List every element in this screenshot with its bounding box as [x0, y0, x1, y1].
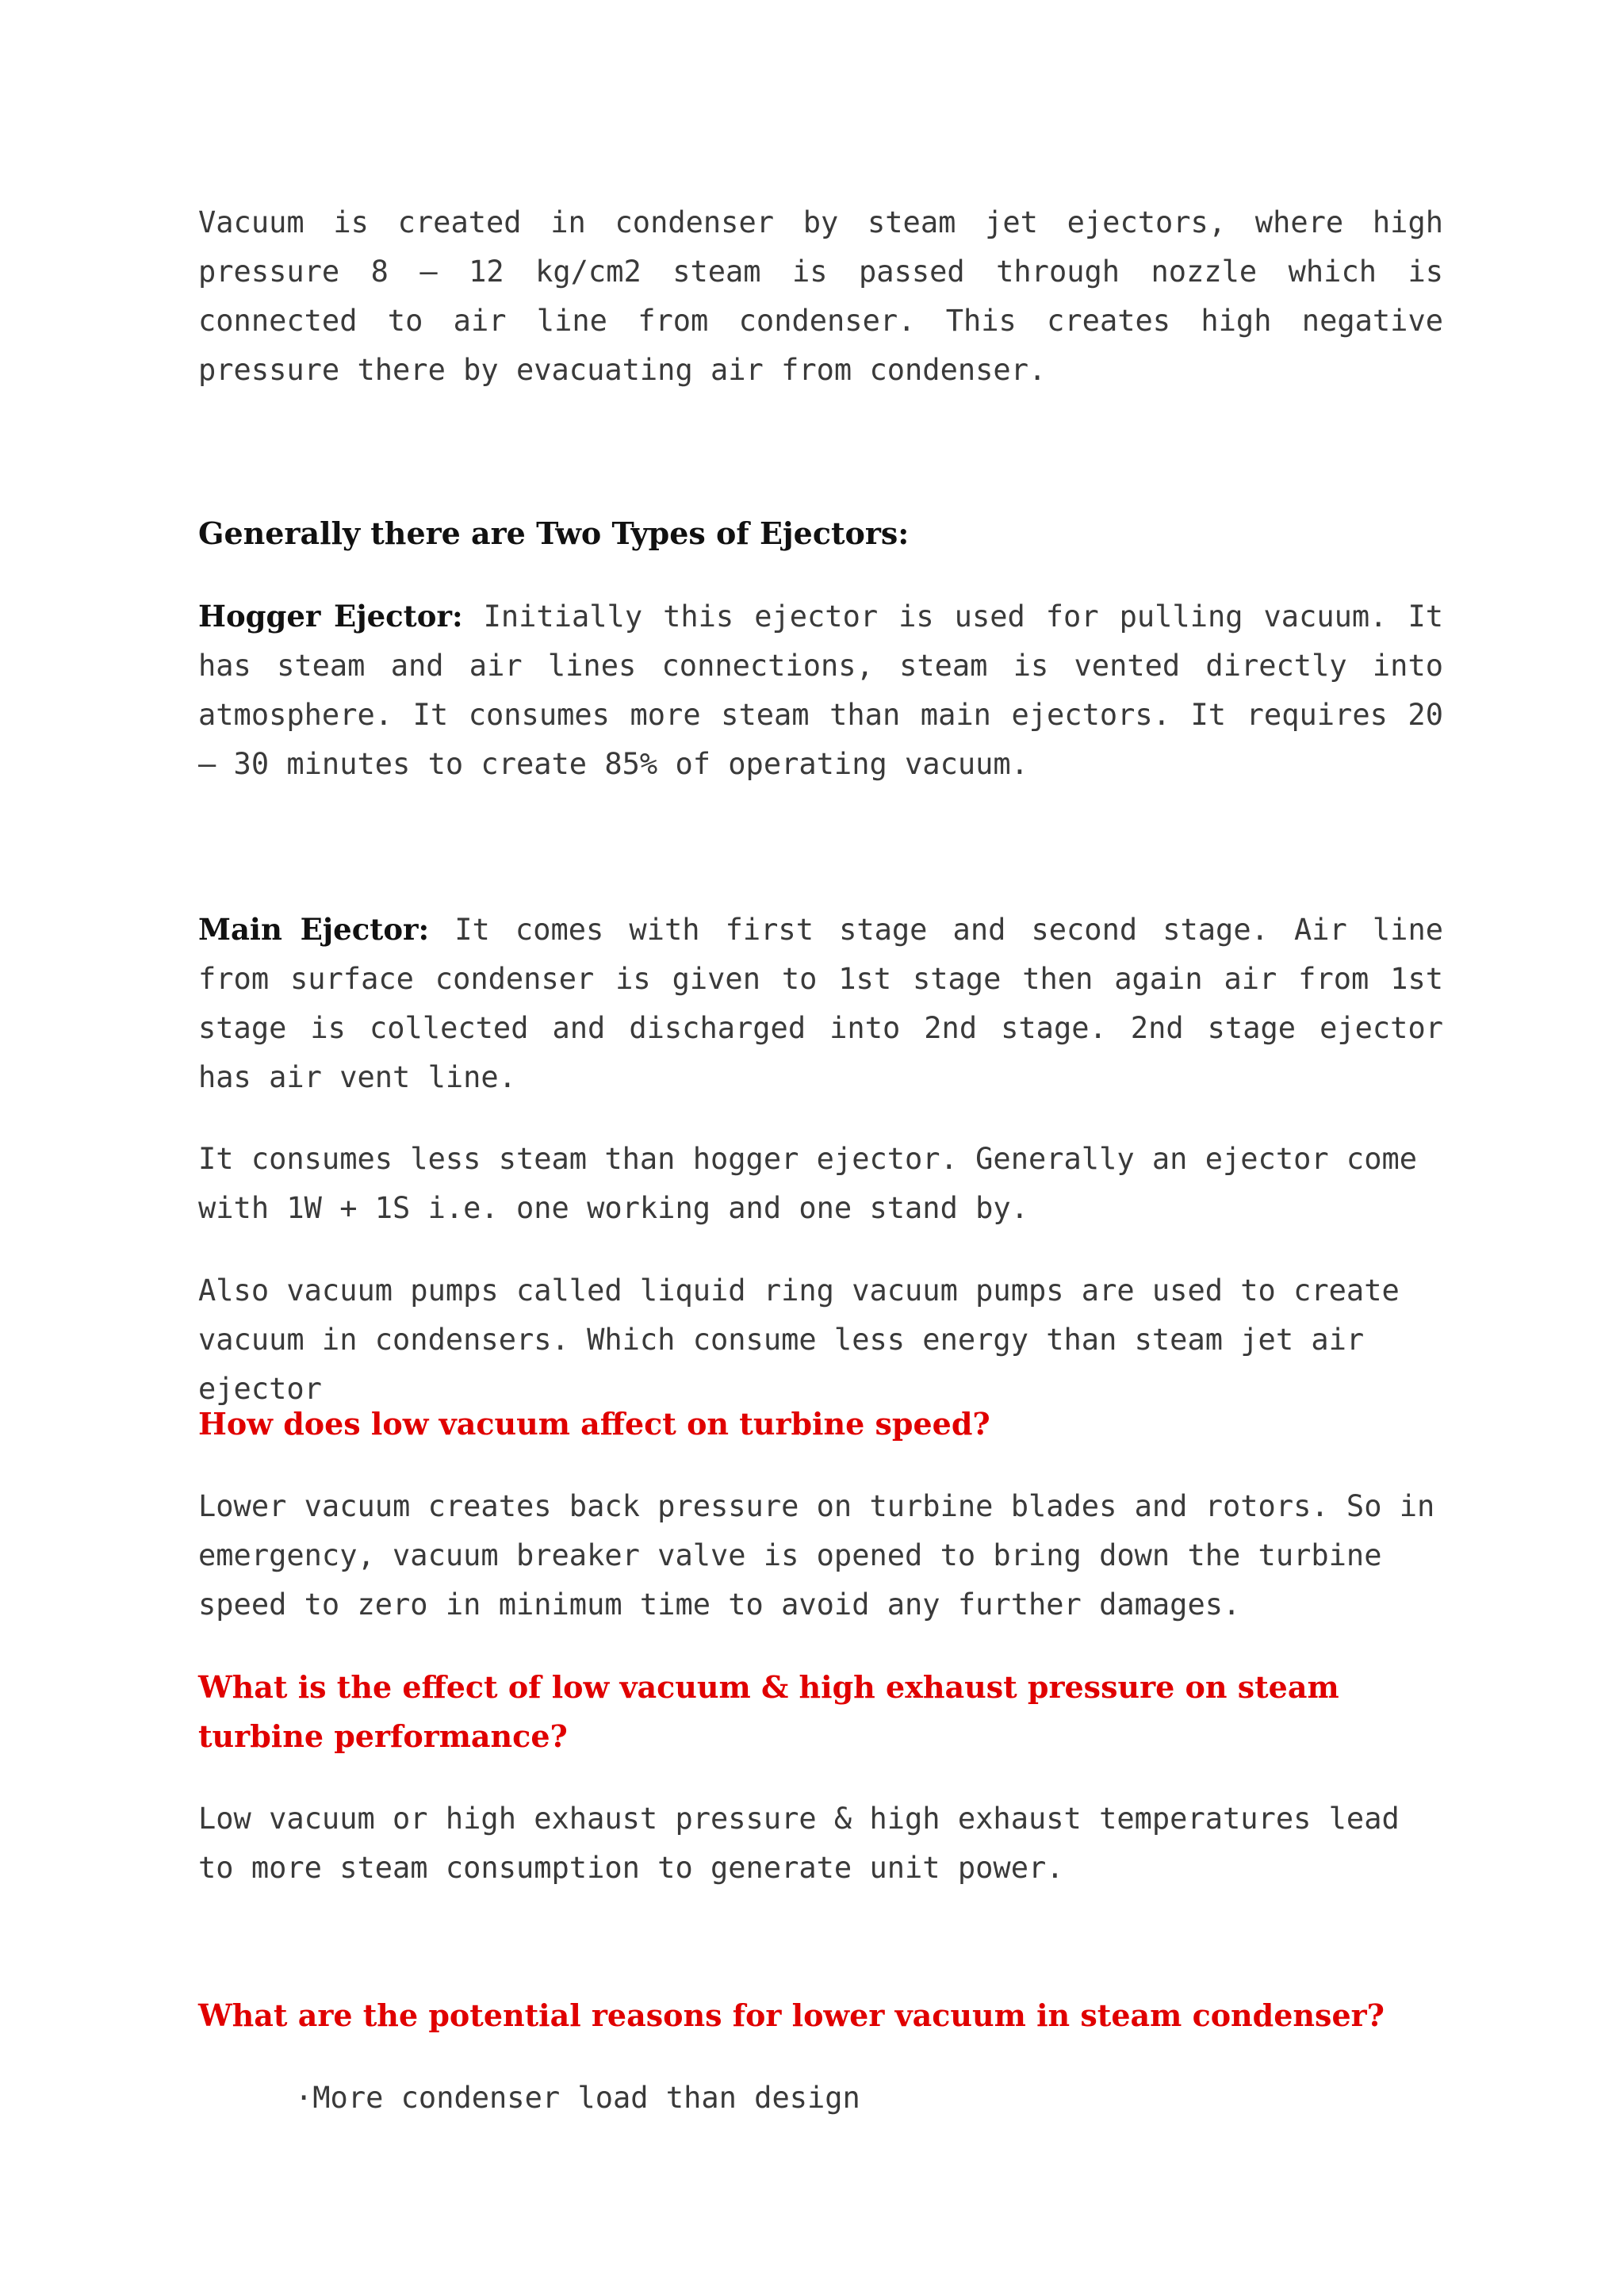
question-lower-vacuum-reasons: What are the potential reasons for lower vacuum in steam condenser?: [198, 1997, 1385, 2033]
main-ejector-text: It comes with first stage and second stage. Air line from surface condenser is given to 1st stage then again air from 1st stage is collected and discharged into 2nd stage. 2nd stage ejector has air vent line.: [198, 913, 1443, 1094]
main-ejector-paragraph: [198, 905, 1443, 1102]
question-turbine-speed: How does low vacuum affect on turbine speed?: [198, 1406, 990, 1442]
ejector-types-heading: Generally there are Two Types of Ejectors:: [198, 515, 910, 551]
consumption-paragraph: It consumes less steam than hogger ejector. Generally an ejector come with 1W + 1S i.e. one working and one stand by.: [198, 1142, 1418, 1225]
hogger-ejector-text: Initially this ejector is used for pulling vacuum. It has steam and air lines connections, steam is vented directly into atmosphere. It consumes more steam than main ejectors. It requires 20 – 30 minutes to create 85% of operating vacuum.: [198, 599, 1444, 781]
answer-turbine-performance: Low vacuum or high exhaust pressure & high exhaust temperatures lead to more steam consumption to generate unit power.: [198, 1802, 1400, 1885]
vacuum-pumps-paragraph: Also vacuum pumps called liquid ring vacuum pumps are used to create vacuum in condensers. Which consume less energy than steam jet air ejector: [198, 1273, 1400, 1406]
hogger-ejector-label: Hogger Ejector:: [198, 599, 463, 634]
question-turbine-performance: What is the effect of low vacuum & high exhaust pressure on steam turbine performance?: [198, 1669, 1339, 1754]
bullet-item: ·More condenser load than design: [295, 2081, 860, 2115]
hogger-ejector-paragraph: [198, 592, 1443, 789]
answer-turbine-speed: Lower vacuum creates back pressure on turbine blades and rotors. So in emergency, vacuum breaker valve is opened to bring down the turbine speed to zero in minimum time to avoid any further damages.: [198, 1489, 1435, 1622]
intro-paragraph: Vacuum is created in condenser by steam jet ejectors, where high pressure 8 – 12 kg/cm2 steam is passed through nozzle which is connected to air line from condenser. This creates high negative pressure there by evacuating air from condenser.: [198, 205, 1443, 387]
main-ejector-label: Main Ejector:: [198, 912, 430, 947]
